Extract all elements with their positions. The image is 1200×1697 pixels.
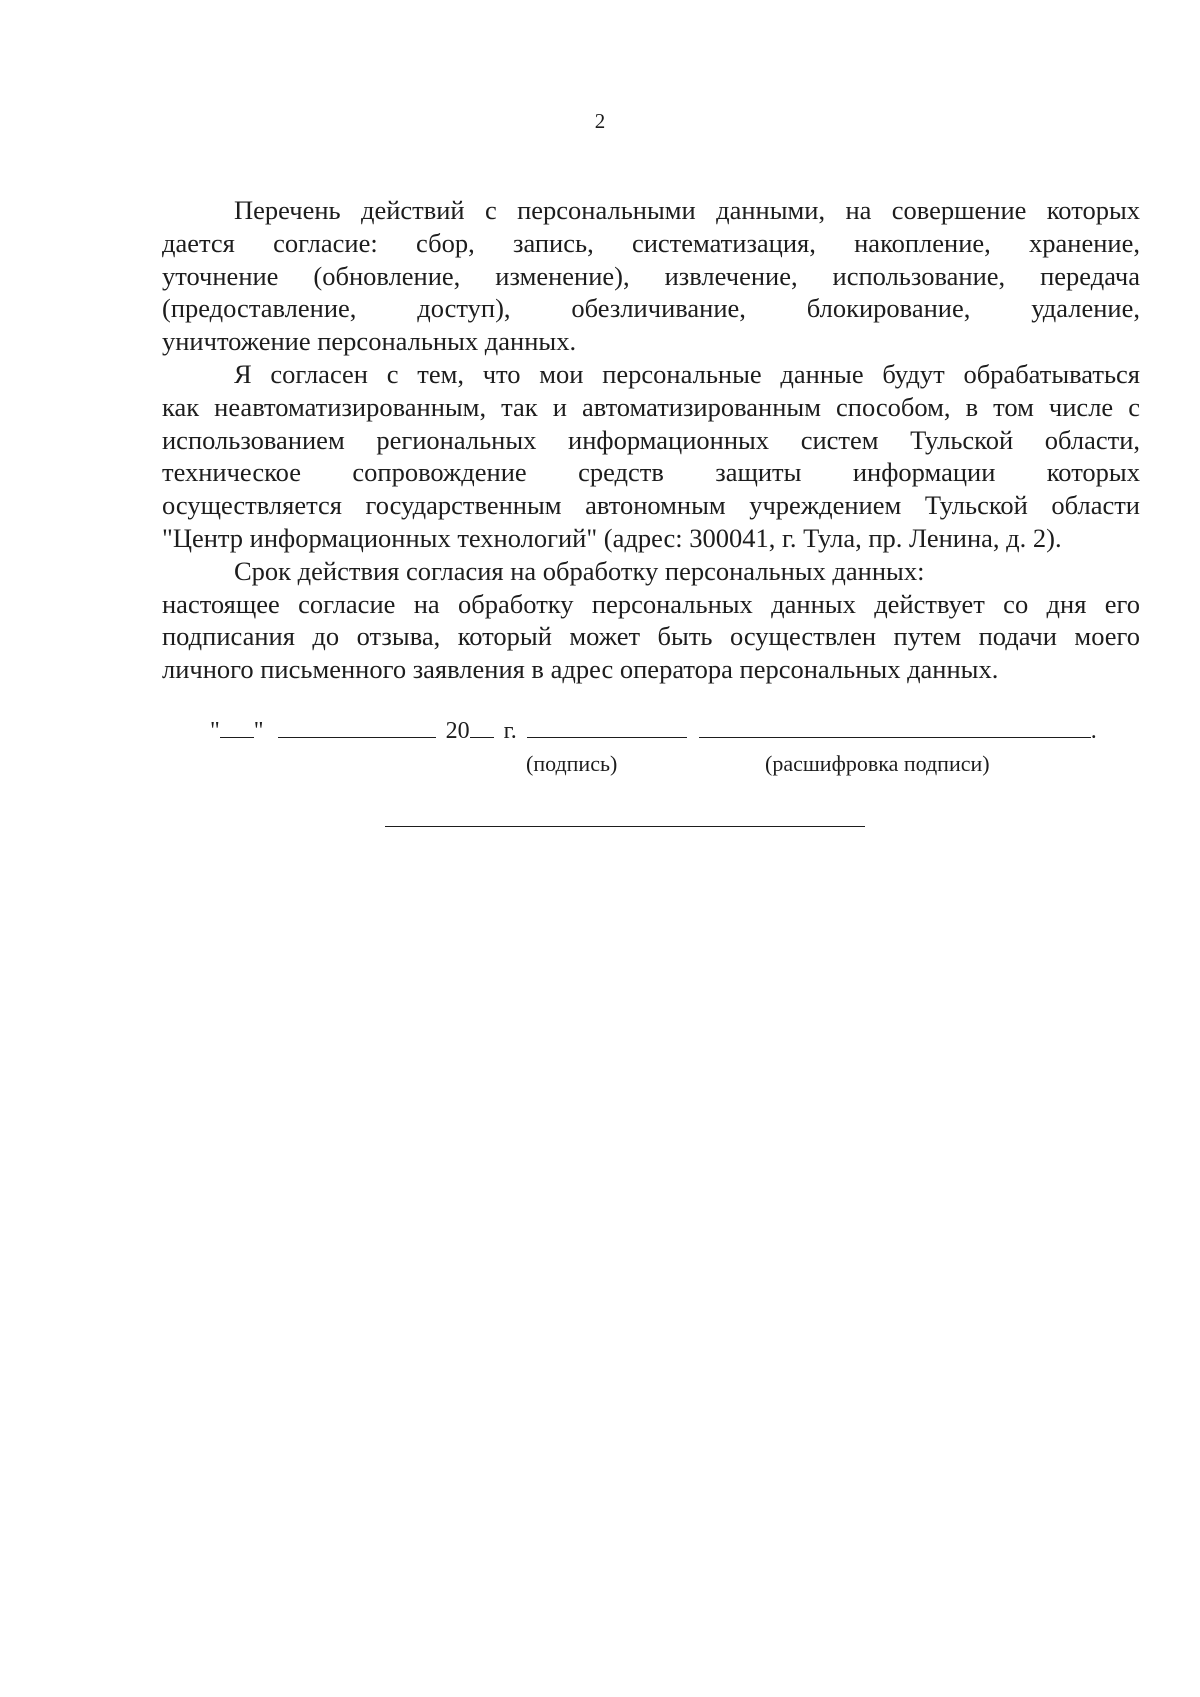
page-number: 2 — [594, 109, 606, 133]
month-field[interactable] — [278, 713, 436, 738]
paragraph-actions — [162, 194, 1140, 358]
end-mark: . — [1090, 718, 1097, 744]
text-line: (предоставление, доступ), обезличивание, блокирование, удаление, — [162, 293, 1140, 324]
text-line: как неавтоматизированным, так и автоматизированным способом, в том числе с — [162, 391, 1140, 422]
signature-row — [210, 713, 1097, 745]
year-suffix: г. — [503, 718, 517, 744]
text-line: "Центр информационных технологий" (адрес: 300041, г. Тула, пр. Ленина, д. 2). — [162, 522, 1062, 553]
text-line: уничтожение персональных данных. — [162, 326, 577, 357]
year-field[interactable] — [470, 713, 494, 738]
quote-open: " — [210, 718, 220, 744]
text-line: дается согласие: сбор, запись, систематизация, накопление, хранение, — [162, 227, 1140, 258]
text-line: подписания до отзыва, который может быть осуществлен путем подачи моего — [162, 621, 1140, 652]
text-line: использованием региональных информационных систем Тульской области, — [162, 424, 1140, 455]
text-line: осуществляется государственным автономным учреждением Тульской области — [162, 490, 1140, 521]
signature-caption: (подпись) — [526, 751, 618, 776]
paragraph-term — [162, 555, 1140, 686]
quote-close: " — [253, 718, 264, 744]
signature-field[interactable] — [527, 713, 687, 738]
text-line: уточнение (обновление, изменение), извлечение, использование, передача — [162, 260, 1140, 291]
signature-decryption-field[interactable] — [699, 713, 1091, 738]
paragraph-agreement — [162, 358, 1140, 555]
text-line: техническое сопровождение средств защиты информации которых — [162, 457, 1140, 488]
text-line: Я согласен с тем, что мои персональные данные будут обрабатываться — [234, 358, 1140, 389]
text-line: Перечень действий с персональными данными, на совершение которых — [234, 195, 1140, 225]
term-heading: Срок действия согласия на обработку персональных данных: — [234, 555, 925, 586]
document-body — [162, 194, 1140, 686]
year-prefix: 20 — [445, 718, 470, 744]
bottom-rule — [385, 826, 865, 827]
decryption-caption: (расшифровка подписи) — [765, 751, 990, 776]
day-field[interactable] — [220, 713, 254, 738]
text-line: личного письменного заявления в адрес оператора персональных данных. — [162, 654, 999, 685]
text-line: настоящее согласие на обработку персональных данных действует со дня его — [162, 588, 1140, 619]
